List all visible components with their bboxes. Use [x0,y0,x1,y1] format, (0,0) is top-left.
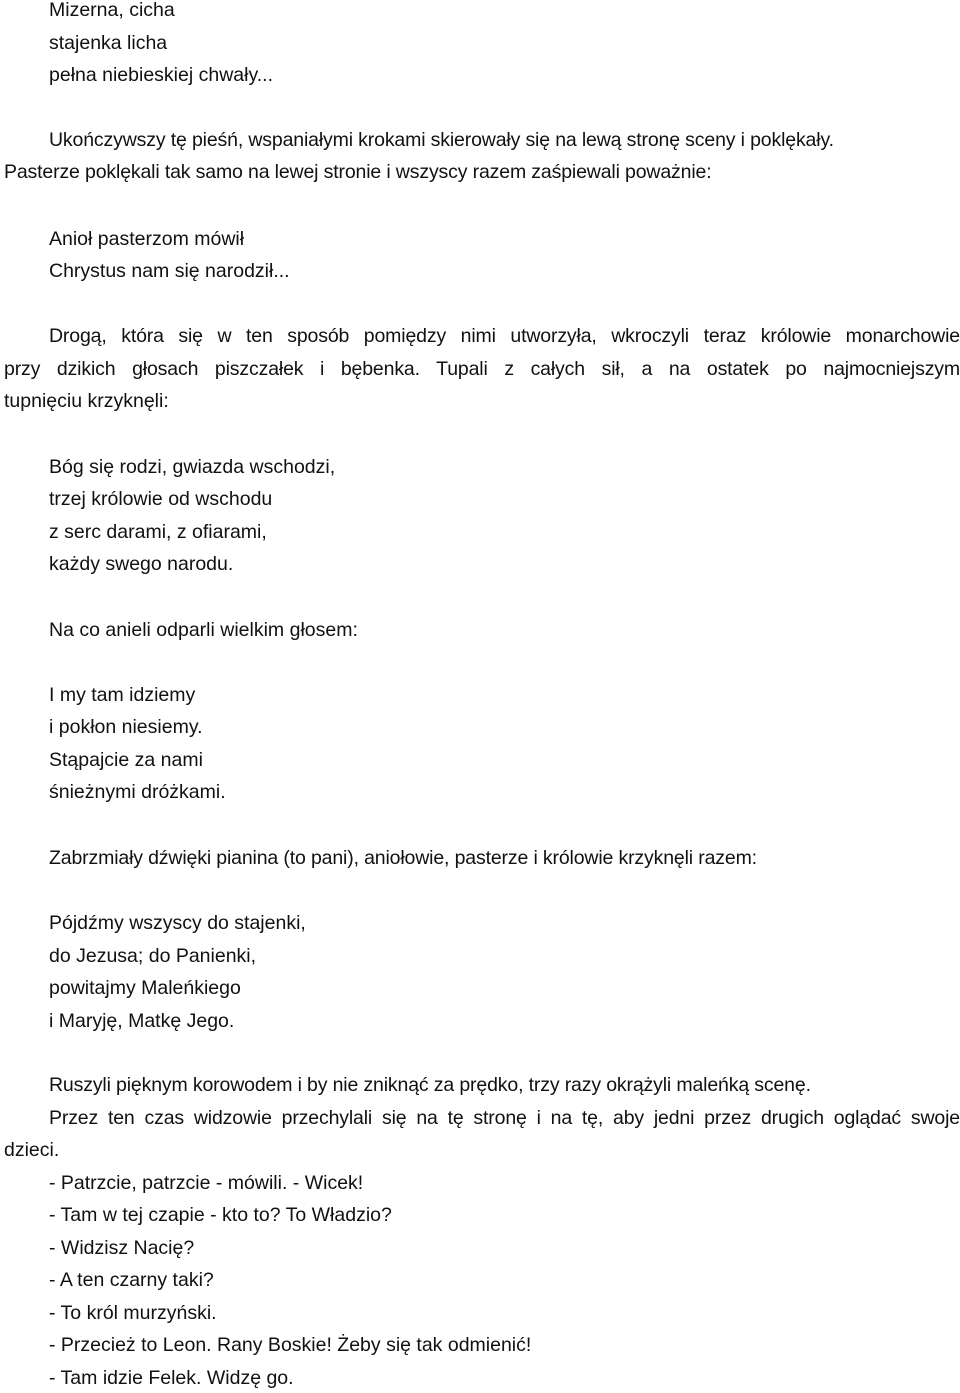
verse-line: Anioł pasterzom mówił [49,228,245,250]
verse-line: śnieżnymi dróżkami. [49,781,226,803]
dialogue-line: - Tam w tej czapie - kto to? To Władzio? [49,1204,392,1226]
verse-line: trzej królowie od wschodu [49,488,273,510]
verse-line: i pokłon niesiemy. [49,716,203,738]
dialogue-line: - A ten czarny taki? [49,1269,214,1291]
verse-line: i Maryję, Matkę Jego. [49,1010,235,1032]
dialogue-line: - Widzisz Nacię? [49,1237,195,1259]
prose-line: Pasterze poklękali tak samo na lewej stronie i wszyscy razem zaśpiewali poważnie: [4,161,712,183]
prose-line: Na co anieli odparli wielkim głosem: [49,619,358,641]
verse-line: stajenka licha [49,32,168,54]
dialogue-line: - Przecież to Leon. Rany Boskie! Żeby się tak odmienić! [49,1334,532,1356]
verse-line: Stąpajcie za nami [49,749,203,771]
prose-line: Drogą, która się w ten sposób pomiędzy nimi utworzyła, wkroczyli teraz królowie monarchowie [49,325,960,347]
verse-line: Chrystus nam się narodził... [49,260,290,282]
prose-line: tupnięciu krzyknęli: [4,390,169,412]
verse-line: Mizerna, cicha [49,0,175,21]
dialogue-line: - Tam idzie Felek. Widzę go. [49,1367,294,1389]
verse-line: każdy swego narodu. [49,553,234,575]
verse-line: z serc darami, z ofiarami, [49,521,267,543]
prose-line: dzieci. [4,1139,60,1161]
verse-line: powitajmy Maleńkiego [49,977,241,999]
prose-line: Ukończywszy tę pieśń, wspaniałymi krokami skierowały się na lewą stronę sceny i poklękały. [49,129,834,151]
verse-line: Bóg się rodzi, gwiazda wschodzi, [49,456,336,478]
prose-line: przy dzikich głosach piszczałek i bębenka. Tupali z całych sił, a na ostatek po najmocniejszym [4,358,960,380]
verse-line: do Jezusa; do Panienki, [49,945,257,967]
dialogue-line: - To król murzyński. [49,1302,217,1324]
verse-line: Pójdźmy wszyscy do stajenki, [49,912,306,934]
verse-line: pełna niebieskiej chwały... [49,64,274,86]
verse-line: I my tam idziemy [49,684,196,706]
prose-line: Przez ten czas widzowie przechylali się na tę stronę i na tę, aby jedni przez drugich oglądać swoje [49,1107,960,1129]
dialogue-line: - Patrzcie, patrzcie - mówili. - Wicek! [49,1172,364,1194]
prose-line: Ruszyli pięknym korowodem i by nie zniknąć za prędko, trzy razy okrążyli maleńką scenę. [49,1074,811,1096]
prose-line: Zabrzmiały dźwięki pianina (to pani), aniołowie, pasterze i królowie krzyknęli razem: [49,847,757,869]
